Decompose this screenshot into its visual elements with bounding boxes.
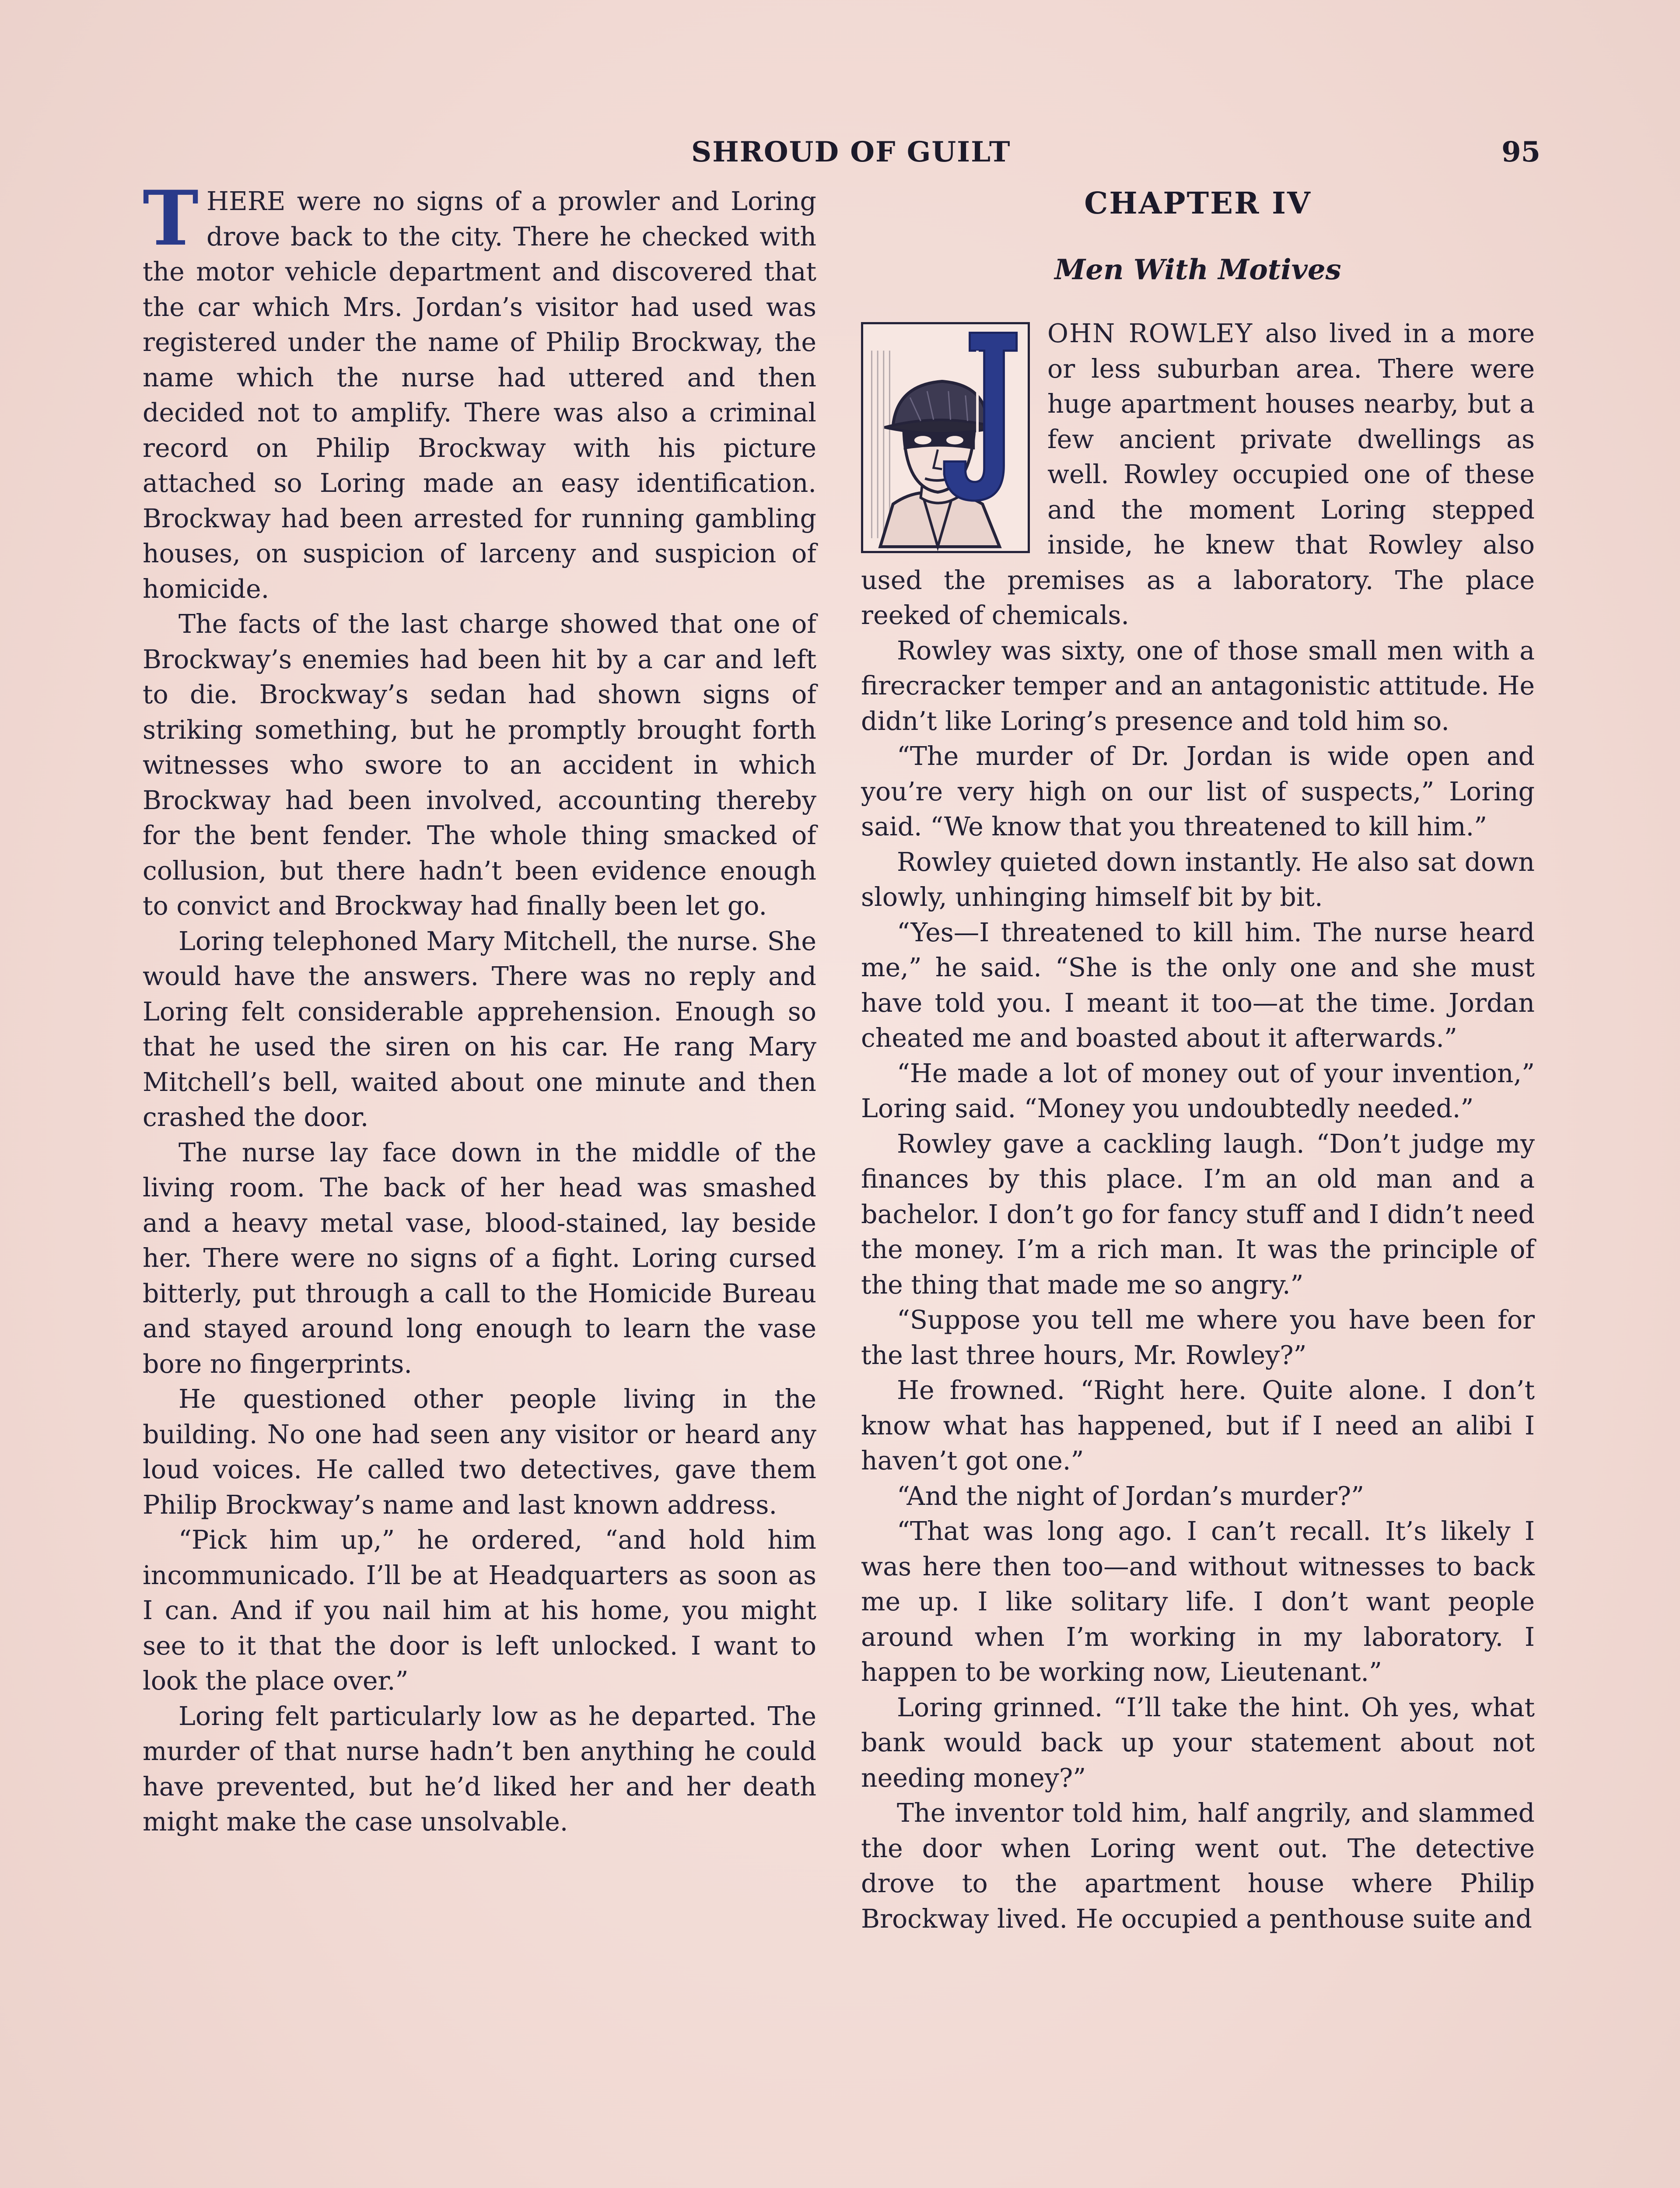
illustrated-initial-j-icon — [861, 322, 1030, 553]
chapter-opening-text: also lived in a more or less suburban area. There were huge apartment houses nearby, but a few ancient private dwellings as well. Rowley occupied one of these and the moment Loring stepped inside, he knew that Rowley also used the premises as a laboratory. The place reeked of chemicals. — [861, 319, 1535, 630]
body-paragraph: Rowley was sixty, one of those small men with a firecracker temper and an antagonistic attitude. He didn’t like Loring’s presence and told him so. — [861, 635, 1535, 736]
chapter-subtitle: Men With Motives — [1054, 253, 1341, 286]
body-paragraph: He frowned. “Right here. Quite alone. I don’t know what has happened, but if I need an alibi I haven’t got one.” — [861, 1375, 1535, 1476]
body-paragraph: Rowley quieted down instantly. He also sat down slowly, unhinging himself bit by bit. — [861, 847, 1535, 912]
running-title: SHROUD OF GUILT — [691, 136, 1011, 168]
body-paragraph: “He made a lot of money out of your invention,” Loring said. “Money you undoubtedly needed.” — [861, 1058, 1535, 1123]
body-paragraph: Loring telephoned Mary Mitchell, the nurse. She would have the answers. There was no reply and Loring felt considerable apprehension. Enough so that he used the siren on his car. He rang Mary Mitchell’s bell, waited about one minute and then crashed the door. — [143, 926, 816, 1132]
body-paragraph: “That was long ago. I can’t recall. It’s likely I was here then too—and without witnesses to back me up. I like solitary life. I don’t want people around when I’m working in my laboratory. I happen to be working now, Lieutenant.” — [861, 1516, 1535, 1687]
page-number: 95 — [1502, 136, 1541, 168]
body-paragraph: The nurse lay face down in the middle of the living room. The back of her head was smashed and a heavy metal vase, blood-stained, lay beside her. There were no signs of a fight. Loring cursed bitterly, put through a call to the Homicide Bureau and stayed around long enough to learn the vase bore no fingerprints. — [143, 1137, 816, 1379]
body-paragraph: “The murder of Dr. Jordan is wide open and you’re very high on our list of suspects,” Loring said. “We know that you threatened to kill him.” — [861, 741, 1535, 842]
body-paragraph: The inventor told him, half angrily, and slammed the door when Loring went out. The detective drove to the apartment house where Philip Brockway lived. He occupied a penthouse suite and — [861, 1798, 1535, 1934]
body-paragraph: Loring felt particularly low as he departed. The murder of that nurse hadn’t ben anything he could have prevented, but he’d liked her and her death might make the case unsolvable. — [143, 1701, 816, 1837]
body-paragraph: “Pick him up,” he ordered, “and hold him incommunicado. I’ll be at Headquarters as soon as I can. And if you nail him at his home, you might see to it that the door is left unlocked. I want to look the place over.” — [143, 1525, 816, 1696]
body-paragraph: Rowley gave a cackling laugh. “Don’t judge my finances by this place. I’m an old man and a bachelor. I don’t go for fancy stuff and I didn’t need the money. I’m a rich man. It was the principle of the thing that made me so angry.” — [861, 1129, 1535, 1300]
opening-paragraph-text: HERE were no signs of a prowler and Loring drove back to the city. There he checked with the motor vehicle department and discovered that the car which Mrs. Jordan’s visitor had used was registered under the name of Philip Brockway, the name which the nurse had uttered and then decided not to amplify. There was also a criminal record on Philip Brockway with his picture attached so Loring made an easy identification. Brockway had been arrested for running gambling houses, on suspicion of larceny and suspicion of homicide. — [143, 186, 816, 604]
chapter-opening-paragraph — [861, 316, 1535, 633]
chapter-heading: CHAPTER IV — [1084, 186, 1312, 221]
page-header — [0, 136, 1680, 179]
drop-cap: T — [143, 174, 199, 263]
illustrated-initial-j-drawing — [863, 324, 1028, 551]
left-column — [143, 174, 816, 1840]
body-paragraph: Loring grinned. “I’ll take the hint. Oh yes, what bank would back up your statement about not needing money?” — [861, 1692, 1535, 1793]
right-column — [861, 184, 1535, 1936]
body-paragraph: “Suppose you tell me where you have been for the last three hours, Mr. Rowley?” — [861, 1305, 1535, 1370]
opening-paragraph — [143, 174, 816, 607]
body-paragraph: He questioned other people living in the building. No one had seen any visitor or heard any loud voices. He called two detectives, gave them Philip Brockway’s name and last known address. — [143, 1384, 816, 1520]
body-paragraph: “Yes—I threatened to kill him. The nurse heard me,” he said. “She is the only one and she must have told you. I meant it too—at the time. Jordan cheated me and boasted about it afterwards.” — [861, 917, 1535, 1053]
body-paragraph: The facts of the last charge showed that one of Brockway’s enemies had been hit by a car and left to die. Brockway’s sedan had shown signs of striking something, but he promptly brought forth witnesses who swore to an accident in which Brockway had been involved, accounting thereby for the bent fender. The whole thing smacked of collusion, but there hadn’t been evidence enough to convict and Brockway had finally been let go. — [143, 609, 816, 921]
lead-word: OHN ROWLEY — [1047, 319, 1253, 348]
body-paragraph: “And the night of Jordan’s murder?” — [897, 1481, 1365, 1511]
